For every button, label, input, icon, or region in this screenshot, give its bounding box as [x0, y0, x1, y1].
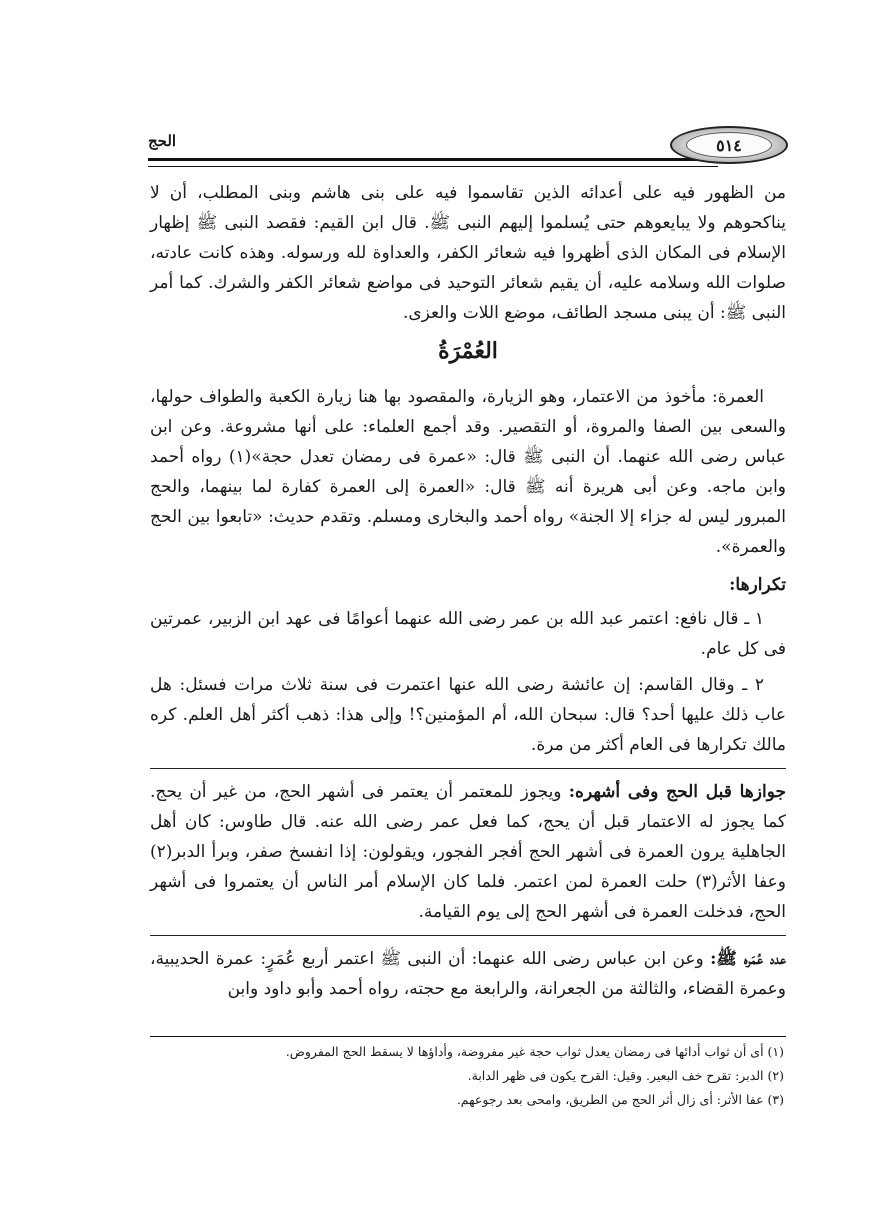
section-divider [150, 935, 786, 936]
repetition-item-1: ١ ـ قال نافع: اعتمر عبد الله بن عمر رضى الله عنهما أعوامًا فى عهد ابن الزبير، عمرتين فى كل عام. [150, 609, 786, 659]
count-paragraph [150, 944, 786, 1004]
footnote-1: (١) أى أن ثواب أدائها فى رمضان يعدل ثواب حجة غير مفروضة، وأداؤها لا يسقط الحج المفروض. [285, 1044, 784, 1059]
repetition-item-2: ٢ ـ وقال القاسم: إن عائشة رضى الله عنها اعتمرت فى سنة ثلاث مرات فسئل: هل عاب ذلك عليها أحد؟ قال: سبحان الله، أم المؤمنين؟! وإلى هذا: ذهب أكثر أهل العلم. كره مالك تكرارها فى العام أكثر من مرة. [150, 675, 786, 755]
footnote-2: (٢) الدبر: تقرح خف البعير. وقيل: القرح يكون فى ظهر الدابة. [467, 1068, 784, 1083]
section-divider [150, 768, 786, 769]
permissibility-paragraph [150, 777, 786, 927]
permissibility-text: ويجوز للمعتمر أن يعتمر فى أشهر الحج، من غير أن يحج. كما يجوز له الاعتمار قبل أن يحج، كما فعل عمر رضى الله عنه. قال طاوس: كان أهل الجاهلية يرون العمرة فى أشهر الحج أفجر الفجور، ويقولون: إذا انفسخ صفر، وبرأ الدبر(٢) وعفا الأثر(٣) حلت العمرة لمن اعتمر. فلما كان الإسلام أمر الناس أن يعتمروا فى أشهر الحج، فدخلت العمرة فى أشهر الحج إلى يوم القيامة. [150, 782, 786, 922]
main-text [150, 178, 786, 1010]
count-heading: عدد عُمَره ﷺ: [710, 949, 787, 969]
intro-paragraph: من الظهور فيه على أعدائه الذين تقاسموا فيه على بنى هاشم وبنى المطلب، أن لا يناكحوهم ولا يبايعوهم حتى يُسلموا إليهم النبى ﷺ. قال ابن القيم: فقصد النبى ﷺ إظهار الإسلام فى المكان الذى أظهروا فيه شعائر الكفر، والعداوة لله ورسوله. وهذه كانت عادته، صلوات الله وسلامه عليه، أن يقيم شعائر التوحيد فى مواضع شعائر الكفر والشرك. كما أمر النبى ﷺ: أن يبنى مسجد الطائف، موضع اللات والعزى. [150, 183, 786, 323]
repetition-heading: تكرارها: [729, 575, 786, 595]
footnotes [248, 1040, 784, 1112]
umrah-definition: العمرة: مأخوذ من الاعتمار، وهو الزيارة، والمقصود بها هنا زيارة الكعبة والطواف حولها، والسعى بين الصفا والمروة، أو التقصير. وقد أجمع العلماء: على أنها مشروعة. وعن ابن عباس رضى الله عنهما. أن النبى ﷺ قال: «عمرة فى رمضان تعدل حجة»(١) رواه أحمد وابن ماجه. وعن أبى هريرة أنه ﷺ قال: «العمرة إلى العمرة كفارة لما بينهما، والحج المبرور ليس له جزاء إلا الجنة» رواه أحمد والبخارى ومسلم. وتقدم حديث: «تابعوا بين الحج والعمرة». [150, 387, 786, 557]
section-title: العُمْرَةُ [438, 338, 498, 364]
permissibility-heading: جوازها قبل الحج وفى أشهره: [568, 782, 787, 802]
chapter-title: الحج [148, 132, 177, 150]
page-header [148, 126, 788, 166]
page-number: ٥١٤ [686, 132, 772, 158]
count-text: وعن ابن عباس رضى الله عنهما: أن النبى ﷺ اعتمر أربع عُمَرٍ: عمرة الحديبية، وعمرة القضاء، والثالثة من الجعرانة، والرابعة مع حجته، رواه أحمد وأبو داود وابن [150, 949, 786, 999]
footnote-3: (٣) عفا الأثر: أى زال أثر الحج من الطريق، وامحى بعد رجوعهم. [456, 1092, 784, 1107]
header-rule [148, 158, 718, 167]
footnote-rule [150, 1036, 786, 1037]
page-number-badge [670, 126, 788, 164]
